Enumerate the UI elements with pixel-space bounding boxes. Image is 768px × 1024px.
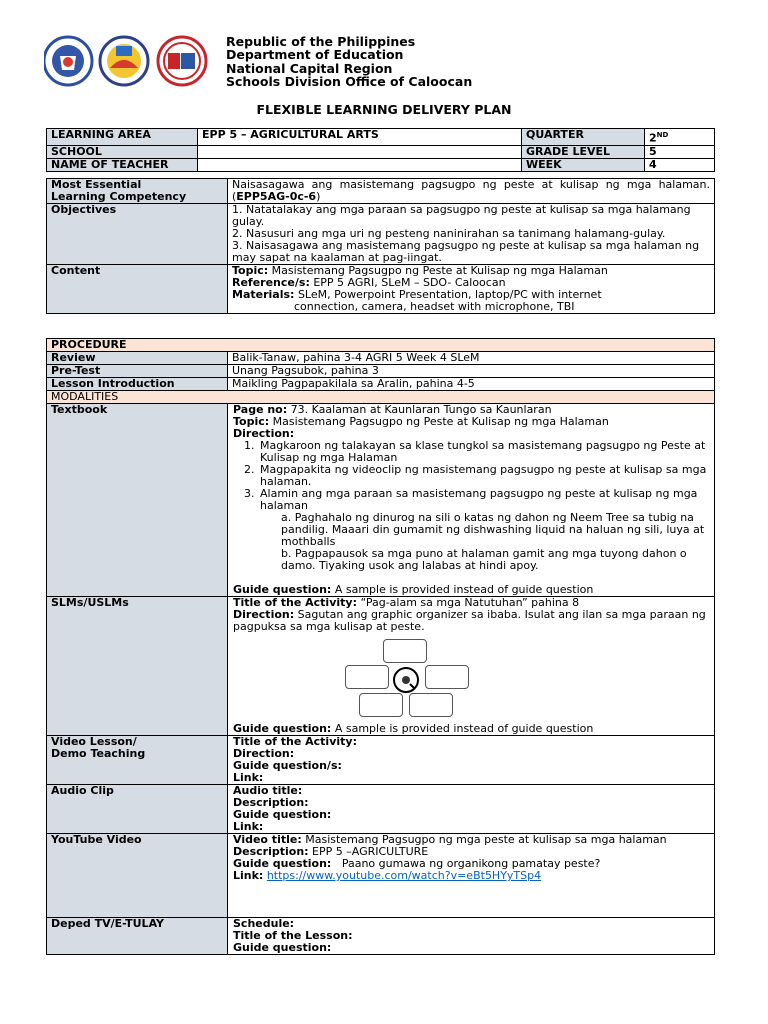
- pretest-row: [47, 365, 715, 378]
- review-row: [47, 352, 715, 365]
- info-table: [46, 128, 715, 172]
- quarter-value: 2: [649, 131, 657, 145]
- mec-label-line1: Most Essential: [51, 178, 142, 191]
- mec-label: [47, 179, 228, 204]
- page-value: 73. Kaalaman at Kaunlaran Tungo sa Kaunlaran: [290, 403, 552, 416]
- objective-item: 2. Nasusuri ang mga uri ng pesteng naninirahan sa tanimang halamang-gulay.: [232, 227, 666, 240]
- deped-guide-label: Guide question:: [233, 941, 332, 954]
- reference-value: EPP 5 AGRI, SLeM – SDO- Caloocan: [313, 276, 506, 289]
- audio-row: [47, 785, 715, 834]
- mec-text: Naisasagawa ang masistemang pagsugpo ng peste at kulisap ng mga halaman. (: [232, 178, 710, 203]
- info-row-teacher: [47, 158, 715, 171]
- deped-row: [47, 918, 715, 955]
- video-label-line1: Video Lesson/: [51, 735, 137, 748]
- objectives-row: [47, 204, 715, 265]
- list-item: 1. Magkaroon ng talakayan sa klase tungkol sa masistemang pagsugpo ng Peste at Kulisap ng mga Halaman: [258, 440, 710, 464]
- textbook-guide-value: A sample is provided instead of guide question: [334, 583, 594, 596]
- materials-value: SLeM, Powerpoint Presentation, laptop/PC with internet: [297, 288, 602, 301]
- audio-value: [228, 785, 715, 834]
- objectives-label: Objectives: [47, 204, 228, 265]
- youtube-link[interactable]: https://www.youtube.com/watch?v=eBt5HYyTSp4: [266, 869, 542, 882]
- objective-item: 3. Naisasagawa ang masistemang pagsugpo ng peste at kulisap sa mga halaman ng may sapat na kaalaman at pag-iingat.: [232, 239, 700, 264]
- week-value: 4: [645, 158, 715, 171]
- audio-title-label: Audio title:: [233, 784, 303, 797]
- list-item: 3. Alamin ang mga paraan sa masistemang pagsugpo ng peste at kulisap ng mga halaman: [258, 488, 710, 512]
- audio-label: Audio Clip: [47, 785, 228, 834]
- teacher-label: NAME OF TEACHER: [47, 158, 198, 171]
- textbook-row: [47, 404, 715, 597]
- video-direction-label: Direction:: [233, 747, 295, 760]
- header-line-region: National Capital Region: [226, 60, 393, 76]
- video-title-label: Title of the Activity:: [233, 735, 357, 748]
- slm-guide-value: A sample is provided instead of guide question: [334, 722, 594, 735]
- organizer-box: [345, 665, 389, 689]
- school-label: SCHOOL: [47, 145, 198, 158]
- intro-row: [47, 378, 715, 391]
- youtube-guide-value: Paano gumawa ng organikong pamatay peste?: [341, 857, 601, 870]
- youtube-link-label: Link:: [233, 869, 264, 882]
- modalities-header: MODALITIES: [47, 391, 715, 404]
- slm-title-value: “Pag-alam sa mga Natutuhan” pahina 8: [360, 596, 580, 609]
- quarter-sup: ND: [656, 131, 669, 139]
- materials-label: Materials:: [232, 288, 295, 301]
- video-row: [47, 736, 715, 785]
- review-label: Review: [47, 352, 228, 365]
- magnifier-bug-icon: [393, 667, 419, 693]
- objective-item: 1. Natatalakay ang mga paraan sa pagsugpo ng peste at kulisap sa mga halamang gulay.: [232, 203, 691, 228]
- youtube-title-value: Masistemang Pagsugpo ng mga peste at kulisap sa mga halaman: [305, 833, 667, 846]
- procedure-table: [46, 338, 715, 955]
- mec-label-line2: Learning Competency: [51, 190, 187, 203]
- textbook-topic-label: Topic:: [233, 415, 270, 428]
- slm-row: [47, 597, 715, 736]
- page-title: FLEXIBLE LEARNING DELIVERY PLAN: [256, 102, 512, 117]
- youtube-desc-label: Description:: [233, 845, 309, 858]
- organizer-box: [425, 665, 469, 689]
- youtube-desc-value: EPP 5 –AGRICULTURE: [312, 845, 429, 858]
- textbook-steps: [233, 440, 710, 512]
- objectives-value: [228, 204, 715, 265]
- audio-link-label: Link:: [233, 820, 264, 833]
- video-value: [228, 736, 715, 785]
- slm-guide-label: Guide question:: [233, 722, 332, 735]
- textbook-topic-value: Masistemang Pagsugpo ng Peste at Kulisap ng mga Halaman: [272, 415, 609, 428]
- reference-label: Reference/s:: [232, 276, 310, 289]
- video-link-label: Link:: [233, 771, 264, 784]
- quarter-label: QUARTER: [522, 129, 645, 146]
- audio-guide-label: Guide question:: [233, 808, 332, 821]
- grade-value: 5: [645, 145, 715, 158]
- content-row: [47, 265, 715, 314]
- mec-close: ): [316, 190, 321, 203]
- video-label-line2: Demo Teaching: [51, 747, 146, 760]
- slm-direction-value: Sagutan ang graphic organizer sa ibaba. Isulat ang ilan sa mga paraan ng pagpuksa sa mga kulisap at peste.: [233, 608, 706, 633]
- youtube-title-label: Video title:: [233, 833, 302, 846]
- intro-value: Maikling Pagpapakilala sa Aralin, pahina 4-5: [228, 378, 715, 391]
- procedure-header: PROCEDURE: [47, 339, 715, 352]
- youtube-value: [228, 834, 715, 918]
- textbook-value: [228, 404, 715, 597]
- materials-continued: connection, camera, headset with microphone, TBI: [294, 300, 575, 313]
- content-value: [228, 265, 715, 314]
- review-value: Balik-Tanaw, pahina 3-4 AGRI 5 Week 4 SLeM: [228, 352, 715, 365]
- textbook-direction-label: Direction:: [233, 427, 295, 440]
- organizer-box: [409, 693, 453, 717]
- modalities-row: [47, 391, 715, 404]
- video-guide-label: Guide question/s:: [233, 759, 342, 772]
- textbook-guide-label: Guide question:: [233, 583, 332, 596]
- youtube-row: [47, 834, 715, 918]
- pretest-label: Pre-Test: [47, 365, 228, 378]
- page-label: Page no:: [233, 403, 288, 416]
- slm-value: [228, 597, 715, 736]
- learning-area-value: EPP 5 – AGRICULTURAL ARTS: [198, 129, 522, 146]
- video-label: [47, 736, 228, 785]
- audio-desc-label: Description:: [233, 796, 309, 809]
- deped-value: [228, 918, 715, 955]
- list-item: 2. Magpapakita ng videoclip ng masistemang pagsugpo ng peste at kulisap sa mga halaman.: [258, 464, 710, 488]
- slm-title-label: Title of the Activity:: [233, 596, 357, 609]
- deped-schedule-label: Schedule:: [233, 917, 295, 930]
- info-row-learning-area: [47, 129, 715, 146]
- intro-label: Lesson Introduction: [47, 378, 228, 391]
- mec-code: EPP5AG-0c-6: [236, 190, 317, 203]
- header-line-republic: Republic of the Philippines: [226, 34, 416, 49]
- grade-label: GRADE LEVEL: [522, 145, 645, 158]
- mec-value: [228, 179, 715, 204]
- school-value: [198, 145, 522, 158]
- youtube-label: YouTube Video: [47, 834, 228, 918]
- deped-logos-icon: [44, 34, 214, 88]
- header-line-deped: Department of Education: [226, 47, 404, 63]
- deped-lesson-label: Title of the Lesson:: [233, 929, 353, 942]
- week-label: WEEK: [522, 158, 645, 171]
- info-row-school: [47, 145, 715, 158]
- youtube-guide-label: Guide question:: [233, 857, 332, 870]
- competency-table: [46, 178, 715, 314]
- textbook-label: Textbook: [47, 404, 228, 597]
- textbook-sub-b: b. Pagpapausok sa mga puno at halaman gamit ang mga tuyong dahon o damo. Tiyaking usok ang lalabas at hindi apoy.: [281, 547, 687, 572]
- organizer-box: [359, 693, 403, 717]
- mec-row: [47, 179, 715, 204]
- procedure-header-row: [47, 339, 715, 352]
- graphic-organizer: [345, 639, 475, 719]
- document-header: [0, 0, 768, 100]
- header-text: [226, 35, 472, 88]
- deped-label: Deped TV/E-TULAY: [47, 918, 228, 955]
- teacher-value: [198, 158, 522, 171]
- topic-value: Masistemang Pagsugpo ng Peste at Kulisap ng mga Halaman: [271, 264, 608, 277]
- header-line-division: Schools Division Office of Caloocan: [226, 73, 473, 89]
- organizer-box: [383, 639, 427, 663]
- topic-label: Topic:: [232, 264, 269, 277]
- pretest-value: Unang Pagsubok, pahina 3: [228, 365, 715, 378]
- textbook-sub-a: a. Paghahalo ng dinurog na sili o katas ng dahon ng Neem Tree sa tubig na pandilig. Maaari din gumamit ng dishwashing liquid na haluan ng sili, luya at mothballs: [281, 511, 705, 548]
- slm-label: SLMs/USLMs: [47, 597, 228, 736]
- learning-area-label: LEARNING AREA: [47, 129, 198, 146]
- quarter-cell: [645, 129, 715, 146]
- content-label: Content: [47, 265, 228, 314]
- slm-direction-label: Direction:: [233, 608, 295, 621]
